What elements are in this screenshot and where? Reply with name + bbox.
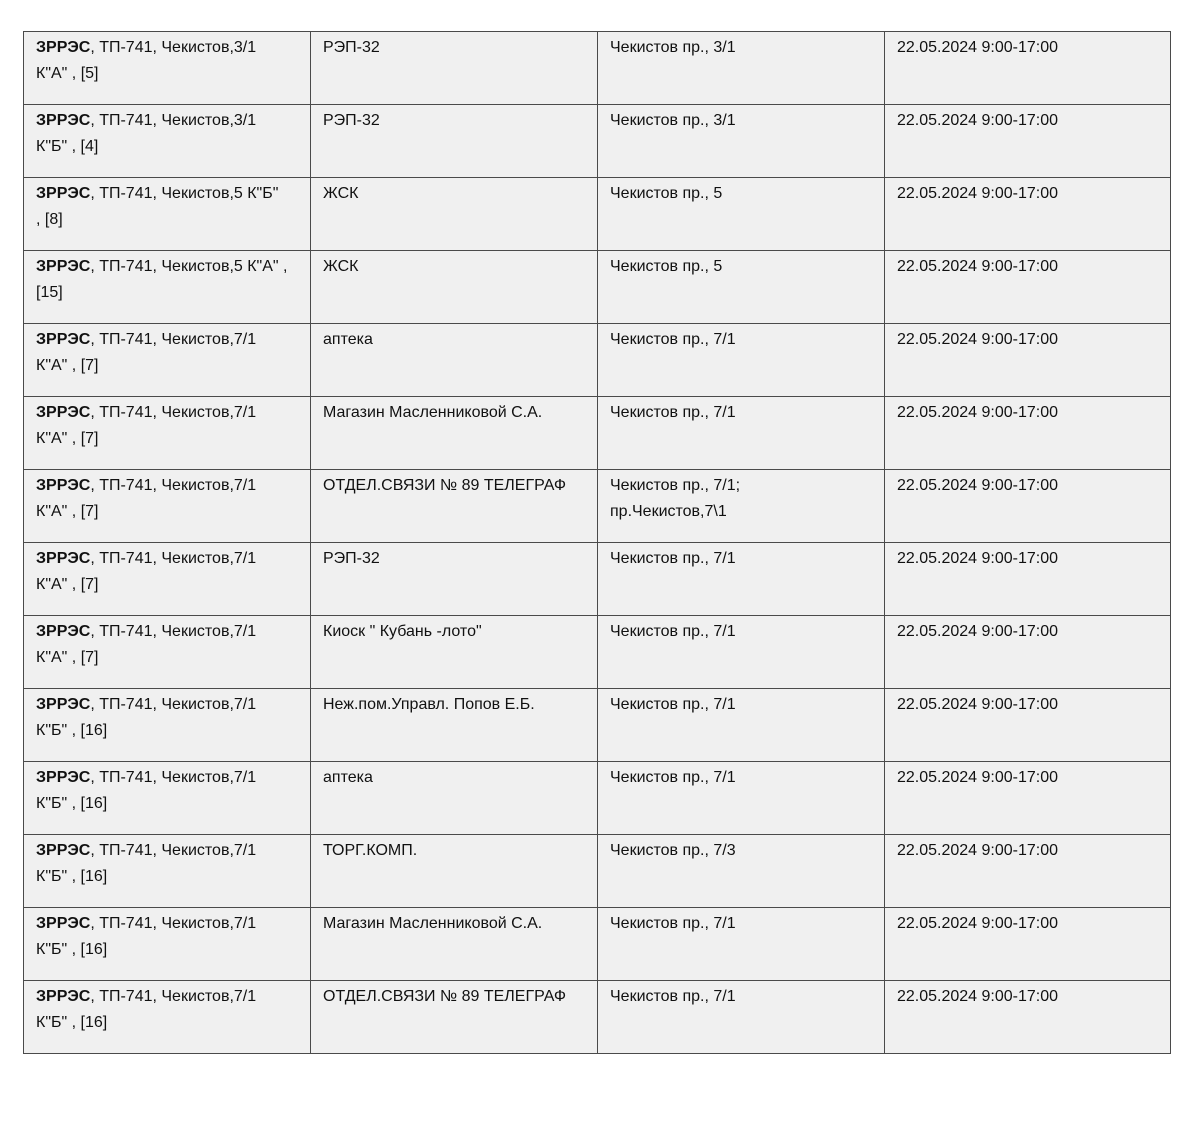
organization-name: ЗРРЭС <box>36 842 91 859</box>
outage-time: 22.05.2024 9:00-17:00 <box>897 331 1059 348</box>
organization-name: ЗРРЭС <box>36 550 91 567</box>
substation-text: , ТП-741, Чекистов,7/1 <box>90 842 257 859</box>
power-source-cell <box>24 178 311 251</box>
power-source-cell <box>24 908 311 981</box>
outage-time: 22.05.2024 9:00-17:00 <box>897 39 1059 56</box>
power-source-line <box>36 400 300 426</box>
substation-text: , ТП-741, Чекистов,7/1 <box>90 696 257 713</box>
substation-text: , ТП-741, Чекистов,7/1 <box>90 550 257 567</box>
outage-time-cell <box>885 689 1171 762</box>
table-row <box>24 251 1171 324</box>
table-row <box>24 178 1171 251</box>
organization-name: ЗРРЭС <box>36 988 91 1005</box>
substation-text: , ТП-741, Чекистов,7/1 <box>90 623 257 640</box>
address-text: Чекистов пр., 7/1 <box>610 623 736 640</box>
outage-time: 22.05.2024 9:00-17:00 <box>897 842 1059 859</box>
organization-name: ЗРРЭС <box>36 258 91 275</box>
outage-time-cell <box>885 908 1171 981</box>
consumer-name: Магазин Масленниковой С.А. <box>323 404 543 421</box>
address-cell <box>598 543 885 616</box>
table-row <box>24 397 1171 470</box>
outage-time: 22.05.2024 9:00-17:00 <box>897 185 1059 202</box>
address-cell <box>598 616 885 689</box>
power-source-line <box>36 254 300 280</box>
feeder-text: К"А" , [7] <box>36 576 99 593</box>
address-cell <box>598 689 885 762</box>
address-text: Чекистов пр., 7/1 <box>610 331 736 348</box>
organization-name: ЗРРЭС <box>36 331 91 348</box>
consumer-cell <box>311 324 598 397</box>
substation-text: , ТП-741, Чекистов,3/1 <box>90 39 257 56</box>
address-cell <box>598 470 885 543</box>
consumer-cell <box>311 397 598 470</box>
feeder-text: К"Б" , [16] <box>36 1014 108 1031</box>
outage-time-cell <box>885 981 1171 1054</box>
address-text: Чекистов пр., 7/3 <box>610 842 736 859</box>
power-source-line <box>36 838 300 864</box>
outage-time: 22.05.2024 9:00-17:00 <box>897 258 1059 275</box>
feeder-text: К"А" , [7] <box>36 503 99 520</box>
table-row <box>24 105 1171 178</box>
power-source-line <box>36 473 300 499</box>
outage-time: 22.05.2024 9:00-17:00 <box>897 696 1059 713</box>
consumer-cell <box>311 105 598 178</box>
address-cell <box>598 105 885 178</box>
outage-table <box>23 31 1171 1054</box>
feeder-text: К"Б" , [16] <box>36 722 108 739</box>
feeder-text: К"А" , [7] <box>36 649 99 666</box>
address-text: Чекистов пр., 3/1 <box>610 39 736 56</box>
power-source-cell <box>24 470 311 543</box>
outage-time-cell <box>885 32 1171 105</box>
address-text: Чекистов пр., 7/1; <box>610 477 741 494</box>
outage-time: 22.05.2024 9:00-17:00 <box>897 550 1059 567</box>
consumer-name: РЭП-32 <box>323 112 380 129</box>
address-text: Чекистов пр., 7/1 <box>610 915 736 932</box>
substation-text: , ТП-741, Чекистов,7/1 <box>90 769 257 786</box>
consumer-name: аптека <box>323 331 373 348</box>
outage-time-cell <box>885 835 1171 908</box>
table-row <box>24 616 1171 689</box>
address-text: Чекистов пр., 7/1 <box>610 988 736 1005</box>
table-row <box>24 762 1171 835</box>
outage-time: 22.05.2024 9:00-17:00 <box>897 112 1059 129</box>
consumer-cell <box>311 616 598 689</box>
address-text: Чекистов пр., 7/1 <box>610 769 736 786</box>
address-cell <box>598 908 885 981</box>
outage-time: 22.05.2024 9:00-17:00 <box>897 769 1059 786</box>
address-text: Чекистов пр., 7/1 <box>610 550 736 567</box>
organization-name: ЗРРЭС <box>36 769 91 786</box>
organization-name: ЗРРЭС <box>36 185 91 202</box>
power-source-line <box>36 911 300 937</box>
table-row <box>24 32 1171 105</box>
power-source-line <box>36 181 300 207</box>
organization-name: ЗРРЭС <box>36 112 91 129</box>
address-text: Чекистов пр., 5 <box>610 185 723 202</box>
consumer-name: ОТДЕЛ.СВЯЗИ № 89 ТЕЛЕГРАФ <box>323 477 567 494</box>
address-text: Чекистов пр., 5 <box>610 258 723 275</box>
consumer-name: Киоск " Кубань -лото" <box>323 623 482 640</box>
feeder-text: К"Б" , [16] <box>36 795 108 812</box>
address-cell <box>598 762 885 835</box>
table-row <box>24 981 1171 1054</box>
consumer-cell <box>311 251 598 324</box>
table-row <box>24 908 1171 981</box>
outage-time: 22.05.2024 9:00-17:00 <box>897 477 1059 494</box>
power-source-cell <box>24 835 311 908</box>
outage-time-cell <box>885 616 1171 689</box>
consumer-cell <box>311 981 598 1054</box>
outage-time: 22.05.2024 9:00-17:00 <box>897 404 1059 421</box>
table-row <box>24 689 1171 762</box>
table-body <box>24 32 1171 1054</box>
power-source-cell <box>24 251 311 324</box>
outage-time-cell <box>885 397 1171 470</box>
consumer-name: ТОРГ.КОМП. <box>323 842 418 859</box>
substation-text: , ТП-741, Чекистов,7/1 <box>90 477 257 494</box>
organization-name: ЗРРЭС <box>36 404 91 421</box>
organization-name: ЗРРЭС <box>36 623 91 640</box>
substation-text: , ТП-741, Чекистов,5 К"А" , <box>90 258 288 275</box>
power-source-line <box>36 35 300 61</box>
address-cell <box>598 32 885 105</box>
consumer-cell <box>311 470 598 543</box>
power-source-line <box>36 692 300 718</box>
outage-time: 22.05.2024 9:00-17:00 <box>897 988 1059 1005</box>
address-text-alt: пр.Чекистов,7\1 <box>610 503 727 520</box>
substation-text: , ТП-741, Чекистов,5 К"Б" <box>90 185 279 202</box>
outage-time-cell <box>885 251 1171 324</box>
consumer-cell <box>311 543 598 616</box>
consumer-cell <box>311 908 598 981</box>
consumer-cell <box>311 762 598 835</box>
address-cell <box>598 835 885 908</box>
power-source-cell <box>24 105 311 178</box>
feeder-text: К"Б" , [16] <box>36 868 108 885</box>
feeder-text: К"А" , [7] <box>36 357 99 374</box>
power-source-cell <box>24 543 311 616</box>
table-row <box>24 543 1171 616</box>
table-row <box>24 324 1171 397</box>
outage-time: 22.05.2024 9:00-17:00 <box>897 915 1059 932</box>
power-source-line <box>36 765 300 791</box>
substation-text: , ТП-741, Чекистов,7/1 <box>90 404 257 421</box>
address-text: Чекистов пр., 7/1 <box>610 404 736 421</box>
table-row <box>24 470 1171 543</box>
outage-time: 22.05.2024 9:00-17:00 <box>897 623 1059 640</box>
power-source-cell <box>24 762 311 835</box>
consumer-name: ЖСК <box>323 185 359 202</box>
consumer-name: РЭП-32 <box>323 39 380 56</box>
power-source-line <box>36 546 300 572</box>
power-source-line <box>36 619 300 645</box>
power-source-cell <box>24 397 311 470</box>
power-source-cell <box>24 981 311 1054</box>
consumer-cell <box>311 178 598 251</box>
address-cell <box>598 178 885 251</box>
power-source-line <box>36 108 300 134</box>
organization-name: ЗРРЭС <box>36 696 91 713</box>
outage-time-cell <box>885 762 1171 835</box>
outage-time-cell <box>885 324 1171 397</box>
feeder-text: , [8] <box>36 211 63 228</box>
power-source-cell <box>24 689 311 762</box>
power-source-line <box>36 984 300 1010</box>
organization-name: ЗРРЭС <box>36 477 91 494</box>
consumer-name: ОТДЕЛ.СВЯЗИ № 89 ТЕЛЕГРАФ <box>323 988 567 1005</box>
address-cell <box>598 251 885 324</box>
power-source-cell <box>24 324 311 397</box>
organization-name: ЗРРЭС <box>36 915 91 932</box>
consumer-name: ЖСК <box>323 258 359 275</box>
substation-text: , ТП-741, Чекистов,7/1 <box>90 988 257 1005</box>
substation-text: , ТП-741, Чекистов,7/1 <box>90 915 257 932</box>
outage-time-cell <box>885 470 1171 543</box>
feeder-text: К"А" , [7] <box>36 430 99 447</box>
table-row <box>24 835 1171 908</box>
feeder-text: К"А" , [5] <box>36 65 99 82</box>
address-cell <box>598 981 885 1054</box>
consumer-cell <box>311 835 598 908</box>
address-cell <box>598 397 885 470</box>
substation-text: , ТП-741, Чекистов,7/1 <box>90 331 257 348</box>
consumer-name: РЭП-32 <box>323 550 380 567</box>
address-text: Чекистов пр., 7/1 <box>610 696 736 713</box>
address-text: Чекистов пр., 3/1 <box>610 112 736 129</box>
outage-time-cell <box>885 178 1171 251</box>
power-source-cell <box>24 32 311 105</box>
consumer-cell <box>311 689 598 762</box>
outage-time-cell <box>885 105 1171 178</box>
feeder-text: К"Б" , [16] <box>36 941 108 958</box>
substation-text: , ТП-741, Чекистов,3/1 <box>90 112 257 129</box>
consumer-cell <box>311 32 598 105</box>
feeder-text: [15] <box>36 284 63 301</box>
address-cell <box>598 324 885 397</box>
consumer-name: Магазин Масленниковой С.А. <box>323 915 543 932</box>
consumer-name: аптека <box>323 769 373 786</box>
power-source-line <box>36 327 300 353</box>
feeder-text: К"Б" , [4] <box>36 138 99 155</box>
organization-name: ЗРРЭС <box>36 39 91 56</box>
consumer-name: Неж.пом.Управл. Попов Е.Б. <box>323 696 535 713</box>
outage-time-cell <box>885 543 1171 616</box>
power-source-cell <box>24 616 311 689</box>
